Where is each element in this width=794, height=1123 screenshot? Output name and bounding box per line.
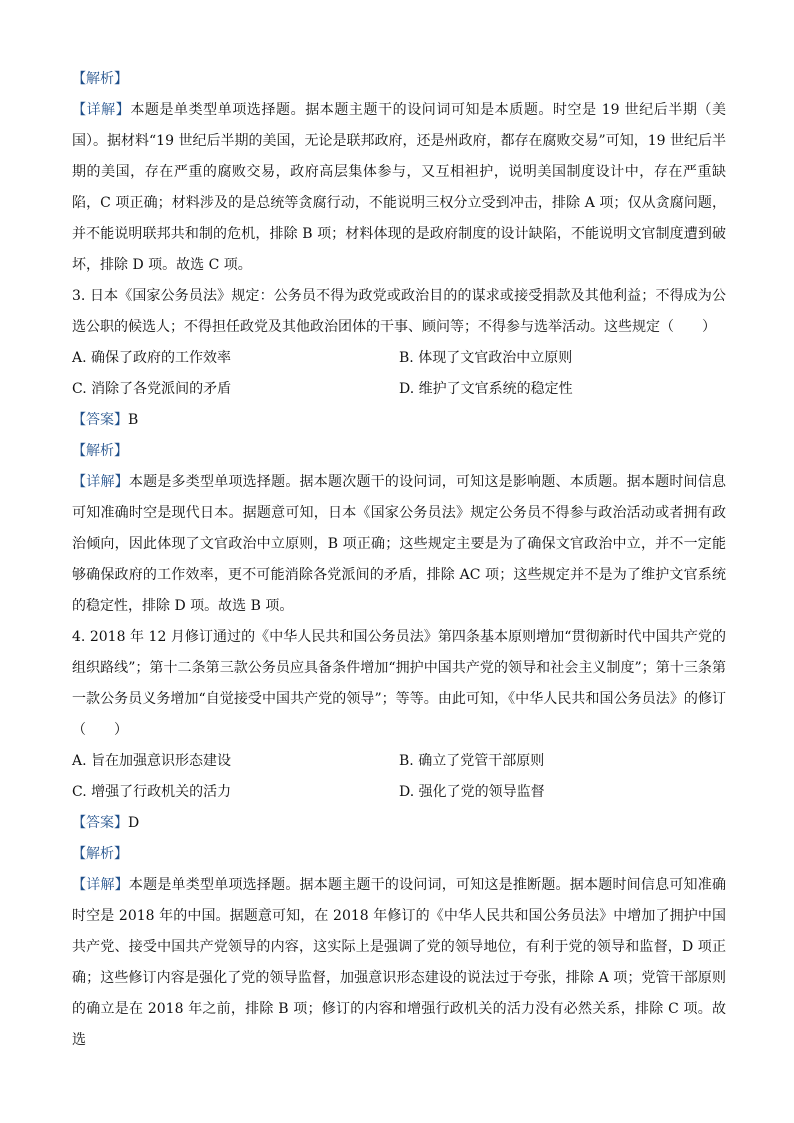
detail-tag: 【详解】 bbox=[72, 474, 129, 490]
option-b: B. 确立了党管干部原则 bbox=[399, 753, 545, 769]
detail-tag: 【详解】 bbox=[72, 102, 131, 118]
detail-text: 本题是单类型单项选择题。据本题主题干的设问词可知是本质题。时空是 19 世纪后半期（美国）。据材料“19 世纪后半期的美国，无论是联邦政府，还是州政府，都存在腐败交易”可知，19 世纪后半期的美国，存在严重的腐败交易，政府高层集体参与，又互相袒护，说明美国制度设计中，存在严重缺陷，C 项正确；材料涉及的是总统等贪腐行动，不能说明三权分立受到冲击，排除 A 项；仅从贪腐问题，并不能说明联邦共和制的危机，排除 B 项；材料体现的是政府制度的设计缺陷，不能说明文官制度遭到破坏，排除 D 项。故选 C 项。 bbox=[72, 102, 727, 273]
answer-tag: 【答案】 bbox=[72, 412, 128, 428]
option-b: B. 体现了文官政治中立原则 bbox=[399, 350, 573, 366]
question-3-answer bbox=[72, 405, 726, 436]
option-a: A. 确保了政府的工作效率 bbox=[72, 350, 232, 366]
option-c: C. 增强了行政机关的活力 bbox=[72, 784, 232, 800]
question-4-options bbox=[72, 746, 726, 808]
detail-text: 本题是单类型单项选择题。据本题主题干的设问词，可知这是推断题。据本题时间信息可知准确时空是 2018 年的中国。据题意可知，在 2018 年修订的《中华人民共和国公务员法》中增加了拥护中国共产党、接受中国共产党领导的内容，这实际上是强调了党的领导地位，有利于党的领导和监督，D 项正确；这些修订内容是强化了党的领导监督，加强意识形态建设的说法过于夸张，排除 A 项；党管干部原则的确立是在 2018 年之前，排除 B 项；修订的内容和增强行政机关的活力没有必然关系，排除 C 项。故选 bbox=[72, 877, 726, 1048]
question-3-stem: 3. 日本《国家公务员法》规定：公务员不得为政党或政治目的的谋求或接受捐款及其他利益；不得成为公选公职的候选人；不得担任政党及其他政治团体的干事、顾问等；不得参与选举活动。这些规定（ ） bbox=[72, 288, 726, 335]
option-c: C. 消除了各党派间的矛盾 bbox=[72, 381, 232, 397]
detail-paragraph bbox=[72, 95, 726, 281]
answer-value: B bbox=[128, 412, 139, 428]
question-4-stem: 4. 2018 年 12 月修订通过的《中华人民共和国公务员法》第四条基本原则增加“贯彻新时代中国共产党的组织路线”；第十二条第三款公务员应具备条件增加“拥护中国共产党的领导和社会主义制度”；第十三条第一款公务员义务增加“自觉接受中国共产党的领导”；等等。由此可知，《中华人民共和国公务员法》的修订（ ） bbox=[72, 629, 726, 738]
answer-tag: 【答案】 bbox=[72, 815, 128, 831]
option-a: A. 旨在加强意识形态建设 bbox=[72, 753, 232, 769]
analysis-label: 【解析】 bbox=[72, 71, 128, 87]
option-d: D. 维护了文官系统的稳定性 bbox=[399, 381, 573, 397]
answer-value: D bbox=[128, 815, 140, 831]
option-d: D. 强化了党的领导监督 bbox=[399, 784, 545, 800]
question-4-answer bbox=[72, 808, 726, 839]
detail-tag: 【详解】 bbox=[72, 877, 129, 893]
detail-paragraph bbox=[72, 467, 726, 622]
question-3-options bbox=[72, 343, 726, 405]
analysis-label: 【解析】 bbox=[72, 443, 128, 459]
detail-text: 本题是多类型单项选择题。据本题次题干的设问词，可知这是影响题、本质题。据本题时间信息可知准确时空是现代日本。据题意可知，日本《国家公务员法》规定公务员不得参与政治活动或者拥有政治倾向，因此体现了文官政治中立原则，B 项正确；这些规定主要是为了确保文官政治中立，并不一定能够确保政府的工作效率，更不可能消除各党派间的矛盾，排除 AC 项；这些规定并不是为了维护文官系统的稳定性，排除 D 项。故选 B 项。 bbox=[72, 474, 726, 614]
analysis-label: 【解析】 bbox=[72, 846, 128, 862]
detail-paragraph bbox=[72, 870, 726, 1056]
document-content bbox=[72, 64, 726, 1056]
